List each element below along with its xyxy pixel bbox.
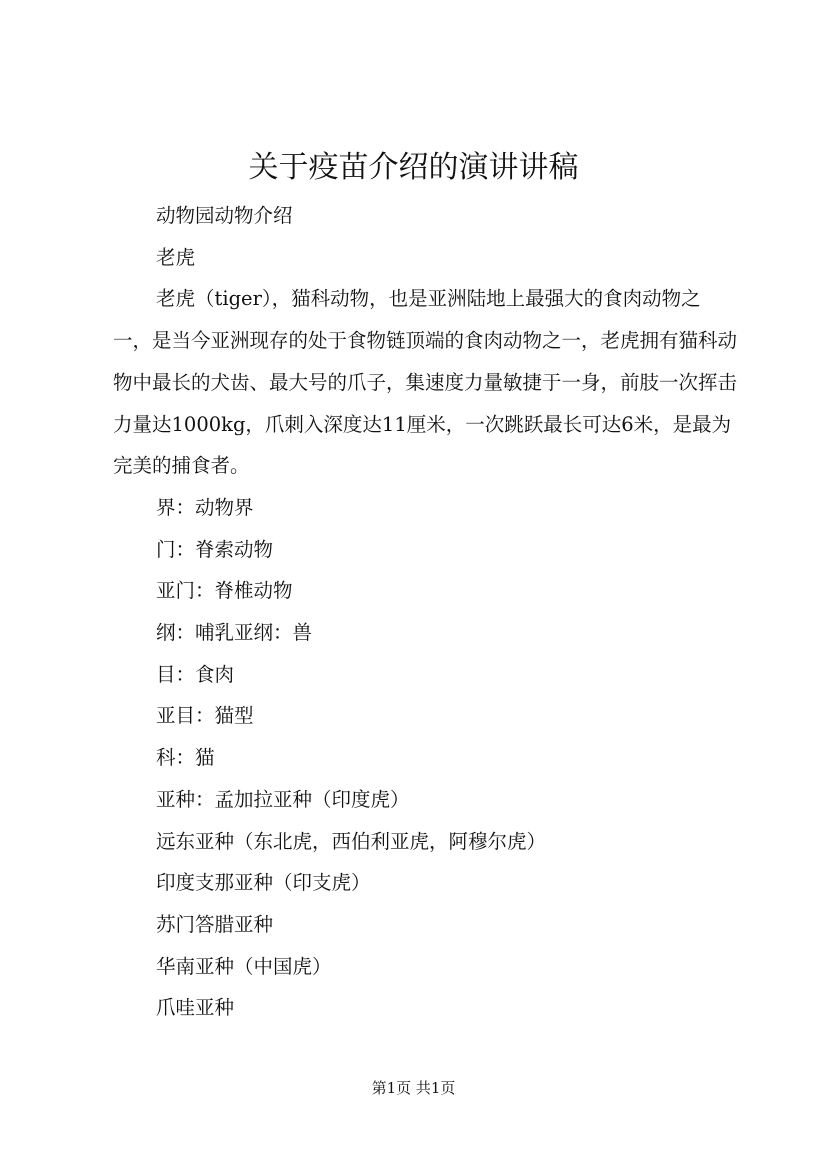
page-footer: 第1页 共1页 bbox=[371, 1079, 456, 1097]
taxonomy-class: 纲：哺乳亚纲：兽 bbox=[156, 621, 313, 645]
subspecies-item: 苏门答腊亚种 bbox=[156, 912, 274, 936]
subspecies-item: 华南亚种（中国虎） bbox=[156, 954, 332, 978]
paragraph-description: 老虎（tiger），猫科动物，也是亚洲陆地上最强大的食肉动物之一，是当今亚洲现存的处于食物链顶端的食肉动物之一，老虎拥有猫科动物中最长的犬齿、最大号的爪子，集速度力量敏捷于一身，前肢一次挥击力量达1000kg，爪刺入深度达11厘米，一次跳跃最长可达6米，是最为完美的捕食者。 bbox=[113, 287, 738, 478]
taxonomy-phylum: 门：脊索动物 bbox=[156, 537, 274, 561]
subspecies-item: 爪哇亚种 bbox=[156, 996, 235, 1020]
taxonomy-subphylum: 亚门：脊椎动物 bbox=[156, 579, 293, 603]
subspecies-item: 远东亚种（东北虎，西伯利亚虎，阿穆尔虎） bbox=[156, 829, 547, 853]
subspecies-item: 印度支那亚种（印支虎） bbox=[156, 871, 371, 895]
paragraph-heading: 动物园动物介绍 bbox=[156, 204, 293, 227]
paragraph-subheading: 老虎 bbox=[156, 245, 196, 269]
taxonomy-family: 科：猫 bbox=[156, 746, 215, 770]
taxonomy-suborder: 亚目：猫型 bbox=[156, 704, 254, 728]
document-title: 关于疫苗介绍的演讲讲稿 bbox=[248, 150, 579, 185]
taxonomy-kingdom: 界：动物界 bbox=[156, 495, 254, 519]
taxonomy-order: 目：食肉 bbox=[156, 662, 235, 686]
document-body bbox=[113, 195, 738, 1029]
subspecies-item: 亚种：孟加拉亚种（印度虎） bbox=[156, 787, 410, 811]
